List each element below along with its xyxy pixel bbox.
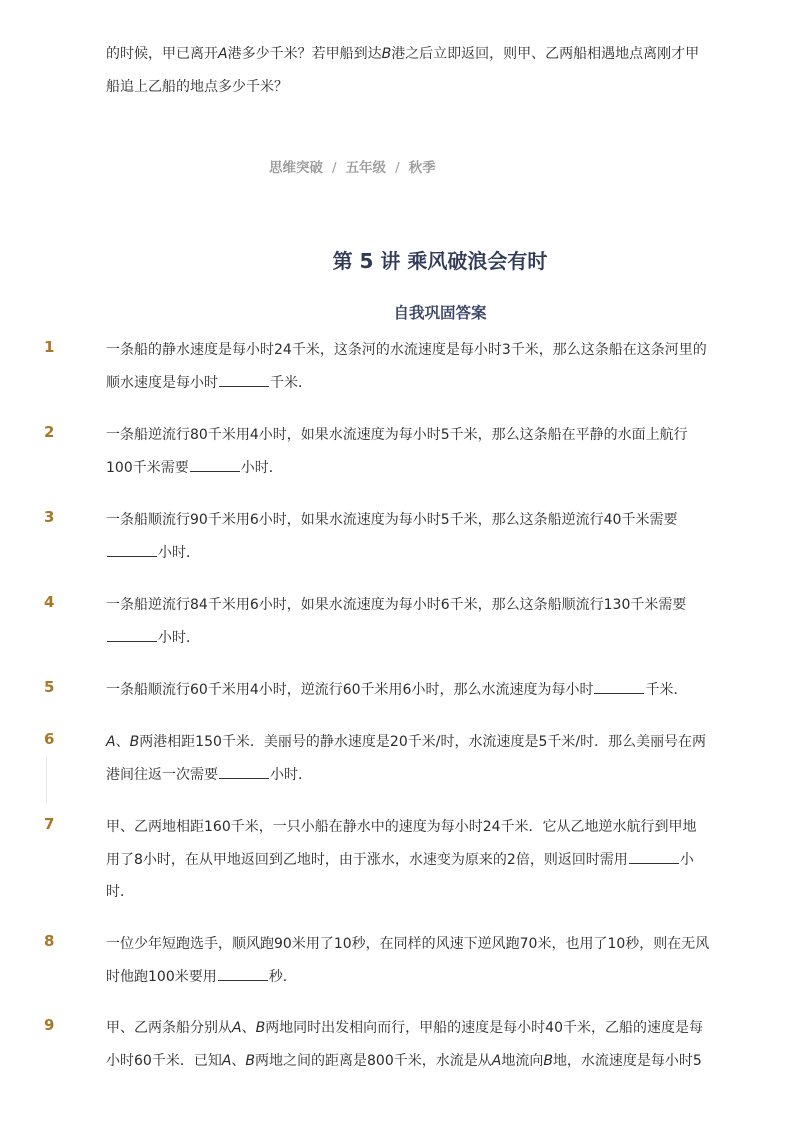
- question-number: 1: [44, 338, 55, 356]
- question-text: [106, 811, 726, 909]
- text-segment: 小时60千米．已知: [106, 1052, 222, 1069]
- text-segment: 、: [241, 1020, 256, 1036]
- text-segment: 顺水速度是每小时: [106, 374, 218, 391]
- question-text: [106, 1012, 726, 1077]
- text-segment: 小: [679, 851, 694, 868]
- answer-blank: [594, 678, 644, 694]
- breadcrumb-separator: /: [395, 160, 400, 176]
- text-segment: 千米．: [645, 682, 688, 698]
- text-segment: 港之后立即返回，则甲、乙两船相遇地点离刚才甲: [391, 46, 700, 62]
- breadcrumb-item: 思维突破: [269, 160, 323, 176]
- answer-blank: [629, 848, 679, 864]
- text-segment: 地流向: [501, 1052, 544, 1069]
- text-segment: 地，水流速度是每小时5: [552, 1052, 702, 1069]
- question-text: [106, 674, 726, 707]
- breadcrumb-item: 秋季: [408, 160, 436, 176]
- text-segment: 时．: [106, 884, 134, 900]
- text-segment: B: [129, 734, 140, 750]
- text-segment: 一条船顺流行60千米用4小时，逆流行60千米用6小时，那么水流速度为每小时: [106, 682, 594, 698]
- text-segment: A: [232, 1020, 242, 1036]
- question-number: 3: [44, 508, 55, 526]
- text-segment: 船追上乙船的地点多少千米？: [106, 79, 288, 95]
- text-segment: 甲、乙两地相距160千米，一只小船在静水中的速度为每小时24千米．它从乙地逆水航行到甲地: [106, 819, 697, 835]
- text-segment: 的时候，甲已离开: [106, 46, 218, 62]
- question-number: 8: [44, 932, 55, 950]
- text-segment: 时他跑100米要用: [106, 968, 217, 985]
- answer-blank: [107, 626, 157, 642]
- question-text: [106, 419, 726, 484]
- text-segment: 两地同时出发相向而行，甲船的速度是每小时40千米，乙船的速度是每: [265, 1020, 704, 1036]
- text-segment: 一位少年短跑选手，顺风跑90米用了10秒，在同样的风速下逆风跑70米，也用了10秒，则在无风: [106, 936, 710, 952]
- text-segment: 、: [115, 734, 130, 750]
- text-segment: B: [381, 46, 392, 62]
- text-segment: 秒．: [268, 968, 297, 985]
- text-segment: 一条船的静水速度是每小时24千米，这条河的水流速度是每小时3千米，那么这条船在这条河里的: [106, 342, 707, 358]
- question-number: 7: [44, 815, 55, 833]
- breadcrumb-separator: /: [332, 160, 337, 176]
- text-segment: A: [491, 1052, 502, 1069]
- text-segment: 一条船逆流行84千米用6小时，如果水流速度为每小时6千米，那么这条船顺流行130千米需要: [106, 597, 687, 613]
- text-segment: 用了8小时，在从甲地返回到乙地时，由于涨水，水速变为原来的2倍，则返回时需用: [106, 851, 628, 868]
- answer-blank: [190, 456, 240, 472]
- margin-line: [46, 756, 47, 804]
- text-segment: B: [255, 1020, 266, 1036]
- text-segment: 港间往返一次需要: [106, 766, 218, 783]
- lesson-title: 第 5 讲 乘风破浪会有时: [332, 249, 548, 273]
- text-segment: 小时．: [270, 766, 312, 783]
- question-number: 4: [44, 593, 55, 611]
- question-text: [106, 726, 726, 791]
- text-segment: 小时．: [240, 459, 283, 476]
- section-title: 自我巩固答案: [393, 304, 487, 322]
- question-number: 9: [44, 1016, 55, 1034]
- intro-text: [106, 38, 726, 104]
- question-text: [106, 504, 726, 569]
- breadcrumb: [269, 156, 436, 176]
- text-segment: 小时．: [158, 629, 200, 646]
- question-number: 5: [44, 678, 55, 696]
- question-number: 2: [44, 423, 55, 441]
- answer-blank: [219, 763, 269, 779]
- text-segment: 一条船逆流行80千米用4小时，如果水流速度为每小时5千米，那么这条船在平静的水面上航行: [106, 427, 688, 443]
- text-segment: 、: [231, 1052, 246, 1069]
- text-segment: B: [245, 1052, 256, 1069]
- text-segment: 港多少千米？若甲船到达: [227, 46, 382, 62]
- text-segment: 两港相距150千米．美丽号的静水速度是20千米/时，水流速度是5千米/时．那么美丽号在两: [139, 734, 707, 750]
- question-text: [106, 589, 726, 654]
- text-segment: 两地之间的距离是800千米，水流是从: [255, 1052, 492, 1069]
- text-segment: 100千米需要: [106, 459, 189, 476]
- question-number: 6: [44, 730, 55, 748]
- answer-blank: [107, 541, 157, 557]
- text-segment: 千米．: [270, 374, 312, 391]
- text-segment: 甲、乙两条船分别从: [106, 1020, 232, 1036]
- text-segment: 小时．: [158, 544, 200, 561]
- text-segment: A: [106, 734, 116, 750]
- breadcrumb-item: 五年级: [345, 160, 387, 176]
- question-text: [106, 928, 726, 993]
- text-segment: B: [543, 1052, 553, 1069]
- text-segment: A: [221, 1052, 232, 1069]
- text-segment: A: [218, 46, 228, 62]
- text-segment: 一条船顺流行90千米用6小时，如果水流速度为每小时5千米，那么这条船逆流行40千米需要: [106, 512, 678, 528]
- question-text: [106, 334, 726, 399]
- answer-blank: [219, 371, 269, 387]
- answer-blank: [218, 965, 268, 981]
